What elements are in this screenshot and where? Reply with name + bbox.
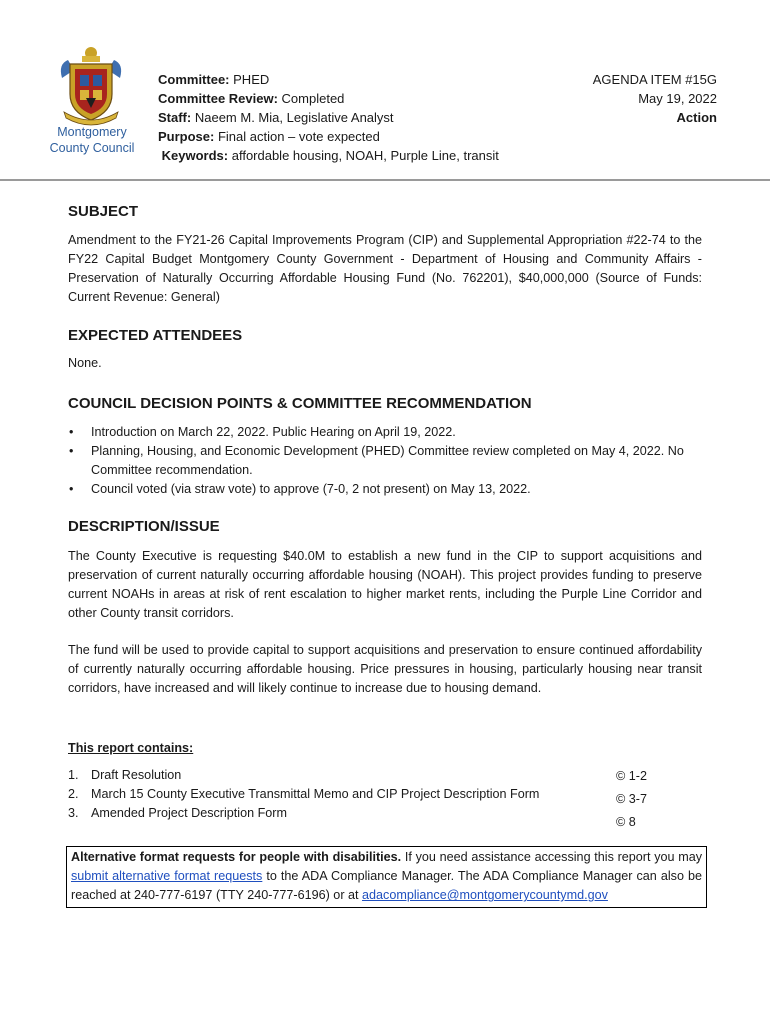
list-item: • Planning, Housing, and Economic Development (PHED) Committee review completed on May 4, 2022. No Committee recommendation.: [68, 442, 702, 480]
list-item: 3. Amended Project Description Form: [68, 806, 287, 820]
ada-email-link[interactable]: adacompliance@montgomerycountymd.gov: [362, 888, 608, 903]
agenda-action: Action: [676, 110, 717, 125]
description-heading: DESCRIPTION/ISSUE: [68, 518, 220, 535]
page-ref: © 3-7: [616, 792, 647, 806]
alternative-format-request-link[interactable]: submit alternative format requests: [71, 869, 263, 884]
attendees-text: None.: [68, 356, 102, 370]
decision-points-list: [68, 423, 702, 499]
subject-heading: SUBJECT: [68, 203, 139, 220]
description-paragraph-2: The fund will be used to provide capital to support acquisitions and preservation to ensure continued affordability of currently naturally occurring affordable housing. Price pressures in housing, particularly housing near transit corridors, have increased and will likely continue to increase due to housing demand.: [68, 643, 702, 695]
agenda-info: [593, 70, 717, 127]
page-ref: © 8: [616, 815, 636, 829]
description-paragraph-1: The County Executive is requesting $40.0M to establish a new fund in the CIP to support acquisitions and preservation of current naturally occurring affordable housing (NOAH). This project provides funding to preserve current NOAHs in areas at risk of rent escalation to higher market rents, including the Purple Line Corridor and other County transit corridors.: [68, 549, 702, 620]
header-divider: [0, 179, 770, 181]
decision-heading: COUNCIL DECISION POINTS & COMMITTEE RECOMMENDATION: [68, 395, 532, 412]
page-ref: © 1-2: [616, 769, 647, 783]
meeting-metadata: Committee: PHED Committee Review: Completed Staff: Naeem M. Mia, Legislative Analyst Purpose: Final action – vote expected Keywords: affordable housing, NOAH, Purple Line, transit: [158, 72, 499, 163]
report-contents-list: [68, 766, 568, 823]
attendees-heading: EXPECTED ATTENDEES: [68, 327, 243, 344]
list-item: 1. Draft Resolution: [68, 768, 182, 782]
subject-text: Amendment to the FY21-26 Capital Improvements Program (CIP) and Supplemental Appropriation #22-74 to the FY22 Capital Budget Montgomery County Government - Department of Housing and Community Affairs - Preservation of Naturally Occurring Affordable Housing Fund (No. 762201), $40,000,000 (Source of Funds: Current Revenue: General): [68, 233, 702, 304]
list-item: 2. March 15 County Executive Transmittal Memo and CIP Project Description Form: [68, 787, 540, 801]
agenda-item-number: AGENDA ITEM #15G: [592, 72, 717, 87]
agenda-date: May 19, 2022: [638, 91, 717, 106]
list-item: • Introduction on March 22, 2022. Public Hearing on April 19, 2022.: [68, 423, 702, 442]
list-item: • Council voted (via straw vote) to approve (7-0, 2 not present) on May 13, 2022.: [68, 480, 702, 499]
report-contents-heading: This report contains:: [68, 741, 194, 755]
county-seal-logo: [56, 44, 126, 126]
ada-notice-box: Alternative format requests for people with disabilities. If you need assistance accessing this report you may submit alternative format requests to the ADA Compliance Manager. The ADA Compliance Manager can also be reached at 240-777-6197 (TTY 240-777-6196) or at adacompliance@montgomerycountymd.gov: [66, 846, 707, 908]
org-name: Montgomery County Council: [49, 125, 135, 155]
